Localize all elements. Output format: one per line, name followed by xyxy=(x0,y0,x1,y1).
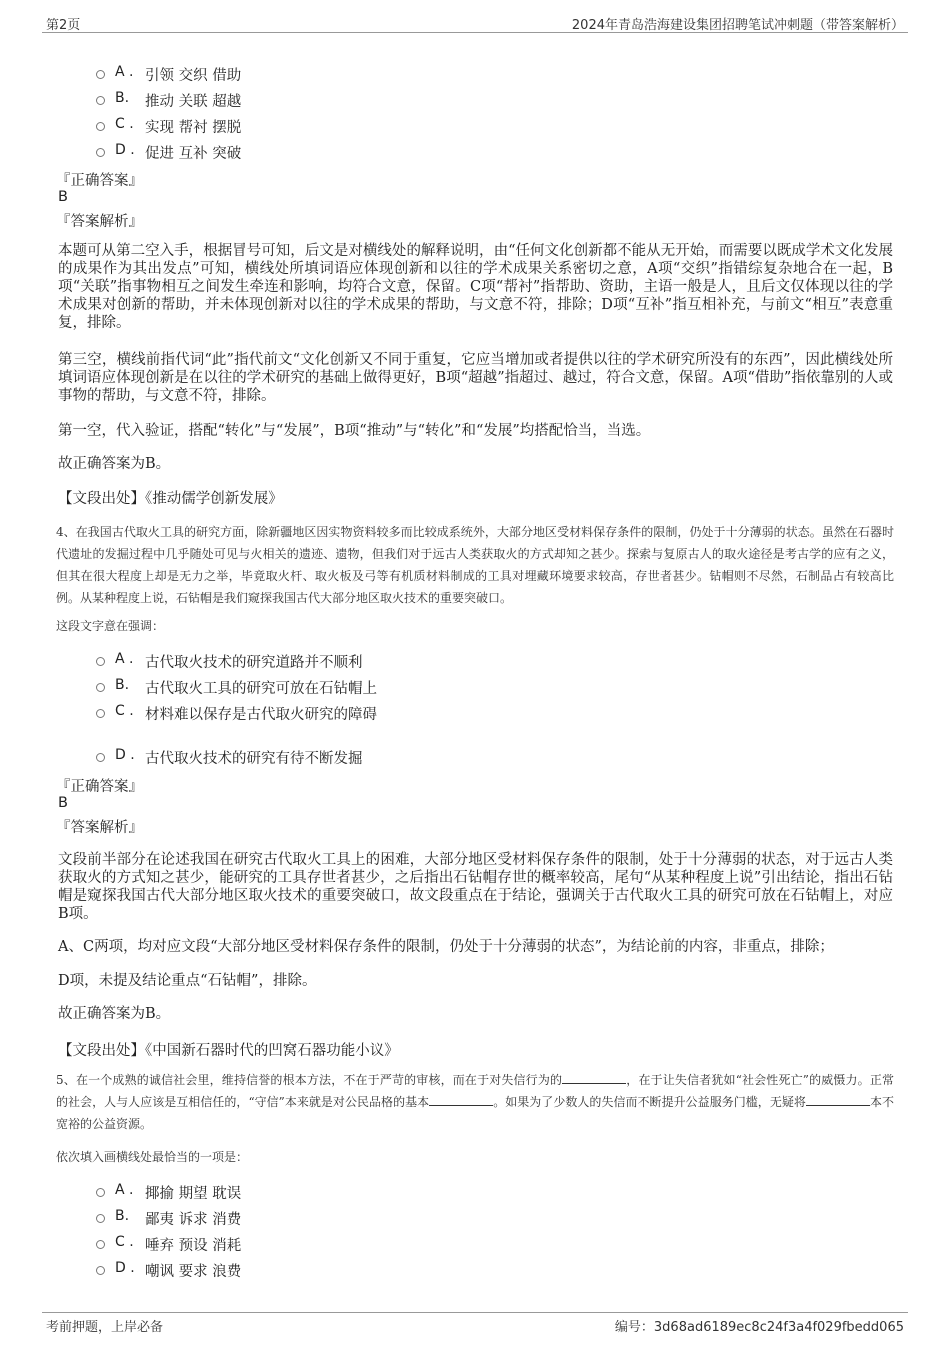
radio-icon[interactable] xyxy=(96,122,105,131)
option-key: D . xyxy=(115,142,135,158)
option-key: B. xyxy=(115,677,130,693)
page-header xyxy=(42,12,908,33)
radio-icon[interactable] xyxy=(96,709,105,718)
option-key: A . xyxy=(115,651,134,667)
option-key: A . xyxy=(115,1182,134,1198)
q4-prompt: 这段文字意在强调： xyxy=(56,619,165,633)
option-text: 促进 互补 突破 xyxy=(145,146,242,162)
q3-analysis-paragraph: 故正确答案为B。 xyxy=(58,456,171,472)
radio-icon[interactable] xyxy=(96,70,105,79)
q5-text-part: 本不宽裕的公益资源。 xyxy=(56,1095,894,1131)
q4-analysis-label: 『答案解析』 xyxy=(56,820,143,836)
option-text: 古代取火技术的研究有待不断发掘 xyxy=(145,751,363,767)
q3-analysis-paragraph: 第三空，横线前指代词“此”指代前文“文化创新又不同于重复，它应当增加或者提供以往的学术研究所没有的东西”，因此横线处所填词语应体现创新是在以往的学术研究的基础上做得更好，B项“超越”指超过、越过，符合文意，保留。A项“借助”指依靠别的人或事物的帮助，与文意不符，排除。 xyxy=(58,352,893,404)
option-key: A . xyxy=(115,64,134,80)
radio-icon[interactable] xyxy=(96,1214,105,1223)
page-footer xyxy=(42,1312,908,1337)
radio-icon[interactable] xyxy=(96,1240,105,1249)
option-key: C . xyxy=(115,116,134,132)
option-text: 鄙夷 诉求 消费 xyxy=(145,1212,242,1228)
option-text: 古代取火工具的研究可放在石钻帽上 xyxy=(145,681,377,697)
q3-analysis-paragraph: 本题可从第二空入手，根据冒号可知，后文是对横线处的解释说明，由“任何文化创新都不能从无开始，而需要以既成学术文化发展的成果作为其出发点”可知，横线处所填词语应体现创新和以往的学术成果关系密切之意，A项“交织”指错综复杂地合在一起，B项“关联”指事物相互之间发生牵连和影响，均符合文意，保留。C项“帮衬”指帮助、资助，主语一般是人，且后文仅体现以往的学术成果对创新的帮助，并未体现创新对以往的学术成果的帮助，与文意不符，排除；D项“互补”指互相补充，与前文“相互”表意重复，排除。 xyxy=(58,243,893,331)
q4-analysis-paragraph: 故正确答案为B。 xyxy=(58,1006,171,1022)
page-number: 第2页 xyxy=(46,18,81,33)
document-title: 2024年青岛浩海建设集团招聘笔试冲刺题（带答案解析） xyxy=(571,18,904,33)
radio-icon[interactable] xyxy=(96,1266,105,1275)
option-text: 揶揄 期望 耽误 xyxy=(145,1186,242,1202)
q3-analysis-paragraph: 第一空，代入验证，搭配“转化”与“发展”，B项“推动”与“转化”和“发展”均搭配恰当，当选。 xyxy=(58,423,651,439)
footer-slogan: 考前押题，上岸必备 xyxy=(46,1320,164,1335)
option-text: 引领 交织 借助 xyxy=(145,68,242,84)
q3-answer: B xyxy=(58,189,68,205)
q4-analysis-paragraph: D项，未提及结论重点“石钻帽”，排除。 xyxy=(58,973,317,989)
fill-blank xyxy=(806,1093,870,1106)
q5-text-part: ，在于让失信者犹如“社会性死亡”的威慑力。正常的社会，人与人应该是互相信任的，“守信”本来就是对公民品格的基本 xyxy=(56,1073,894,1109)
q5-prompt: 依次填入画横线处最恰当的一项是： xyxy=(56,1150,249,1164)
option-text: 实现 帮衬 摆脱 xyxy=(145,120,242,136)
radio-icon[interactable] xyxy=(96,1188,105,1197)
option-key: C . xyxy=(115,1234,134,1250)
q3-analysis-label: 『答案解析』 xyxy=(56,214,143,230)
document-id: 编号：3d68ad6189ec8c24f3a4f029fbedd065 xyxy=(614,1320,904,1335)
q4-answer: B xyxy=(58,795,68,811)
option-text: 推动 关联 超越 xyxy=(145,94,242,110)
option-key: B. xyxy=(115,1208,130,1224)
radio-icon[interactable] xyxy=(96,683,105,692)
q4-analysis-paragraph: A、C两项，均对应文段“大部分地区受材料保存条件的限制，仍处于十分薄弱的状态”，为结论前的内容，非重点，排除； xyxy=(58,939,834,955)
option-key: D . xyxy=(115,747,135,763)
q5-question-text xyxy=(56,1069,894,1135)
option-text: 古代取火技术的研究道路并不顺利 xyxy=(145,655,363,671)
q4-analysis-paragraph: 文段前半部分在论述我国在研究古代取火工具上的困难，大部分地区受材料保存条件的限制，处于十分薄弱的状态，对于远古人类获取火的方式知之甚少，能研究的工具存世者甚少，之后指出石钻帽存世的概率较高，尾句“从某种程度上说”引出结论，指出石钻帽是窥探我国古代大部分地区取火技术的重要突破口，故文段重点在于结论，强调关于古代取火工具的研究可放在石钻帽上，对应B项。 xyxy=(58,852,893,922)
option-text: 材料难以保存是古代取火研究的障碍 xyxy=(145,707,377,723)
q5-text-part: 5、在一个成熟的诚信社会里，维持信誉的根本方法，不在于严苛的审核，而在于对失信行为的 xyxy=(56,1073,563,1087)
fill-blank xyxy=(562,1071,626,1084)
option-text: 唾弃 预设 消耗 xyxy=(145,1238,242,1254)
q4-source: 【文段出处】《中国新石器时代的凹窝石器功能小议》 xyxy=(58,1043,399,1059)
radio-icon[interactable] xyxy=(96,148,105,157)
q3-answer-label: 『正确答案』 xyxy=(56,173,143,189)
option-key: C . xyxy=(115,703,134,719)
fill-blank xyxy=(429,1093,493,1106)
option-key: B. xyxy=(115,90,130,106)
q4-question-text: 4、在我国古代取火工具的研究方面，除新疆地区因实物资料较多而比较成系统外，大部分地区受材料保存条件的限制，仍处于十分薄弱的状态。虽然在石器时代遗址的发掘过程中几乎随处可见与火相关的遗迹、遗物，但我们对于远古人类获取火的方式却知之甚少。探索与复原古人的取火途径是考古学的应有之义，但其在很大程度上却是无力之举，毕竟取火杆、取火板及弓等有机质材料制成的工具对埋藏环境要求较高，存世者甚少。钻帽则不尽然，石制品占有较高比例。从某种程度上说，石钻帽是我们窥探我国古代大部分地区取火技术的重要突破口。 xyxy=(56,525,894,605)
option-text: 嘲讽 要求 浪费 xyxy=(145,1264,242,1280)
radio-icon[interactable] xyxy=(96,96,105,105)
radio-icon[interactable] xyxy=(96,657,105,666)
q4-answer-label: 『正确答案』 xyxy=(56,779,143,795)
option-key: D . xyxy=(115,1260,135,1276)
q5-text-part: 。如果为了少数人的失信而不断提升公益服务门槛，无疑将 xyxy=(493,1095,806,1109)
q3-source: 【文段出处】《推动儒学创新发展》 xyxy=(58,491,283,507)
radio-icon[interactable] xyxy=(96,753,105,762)
